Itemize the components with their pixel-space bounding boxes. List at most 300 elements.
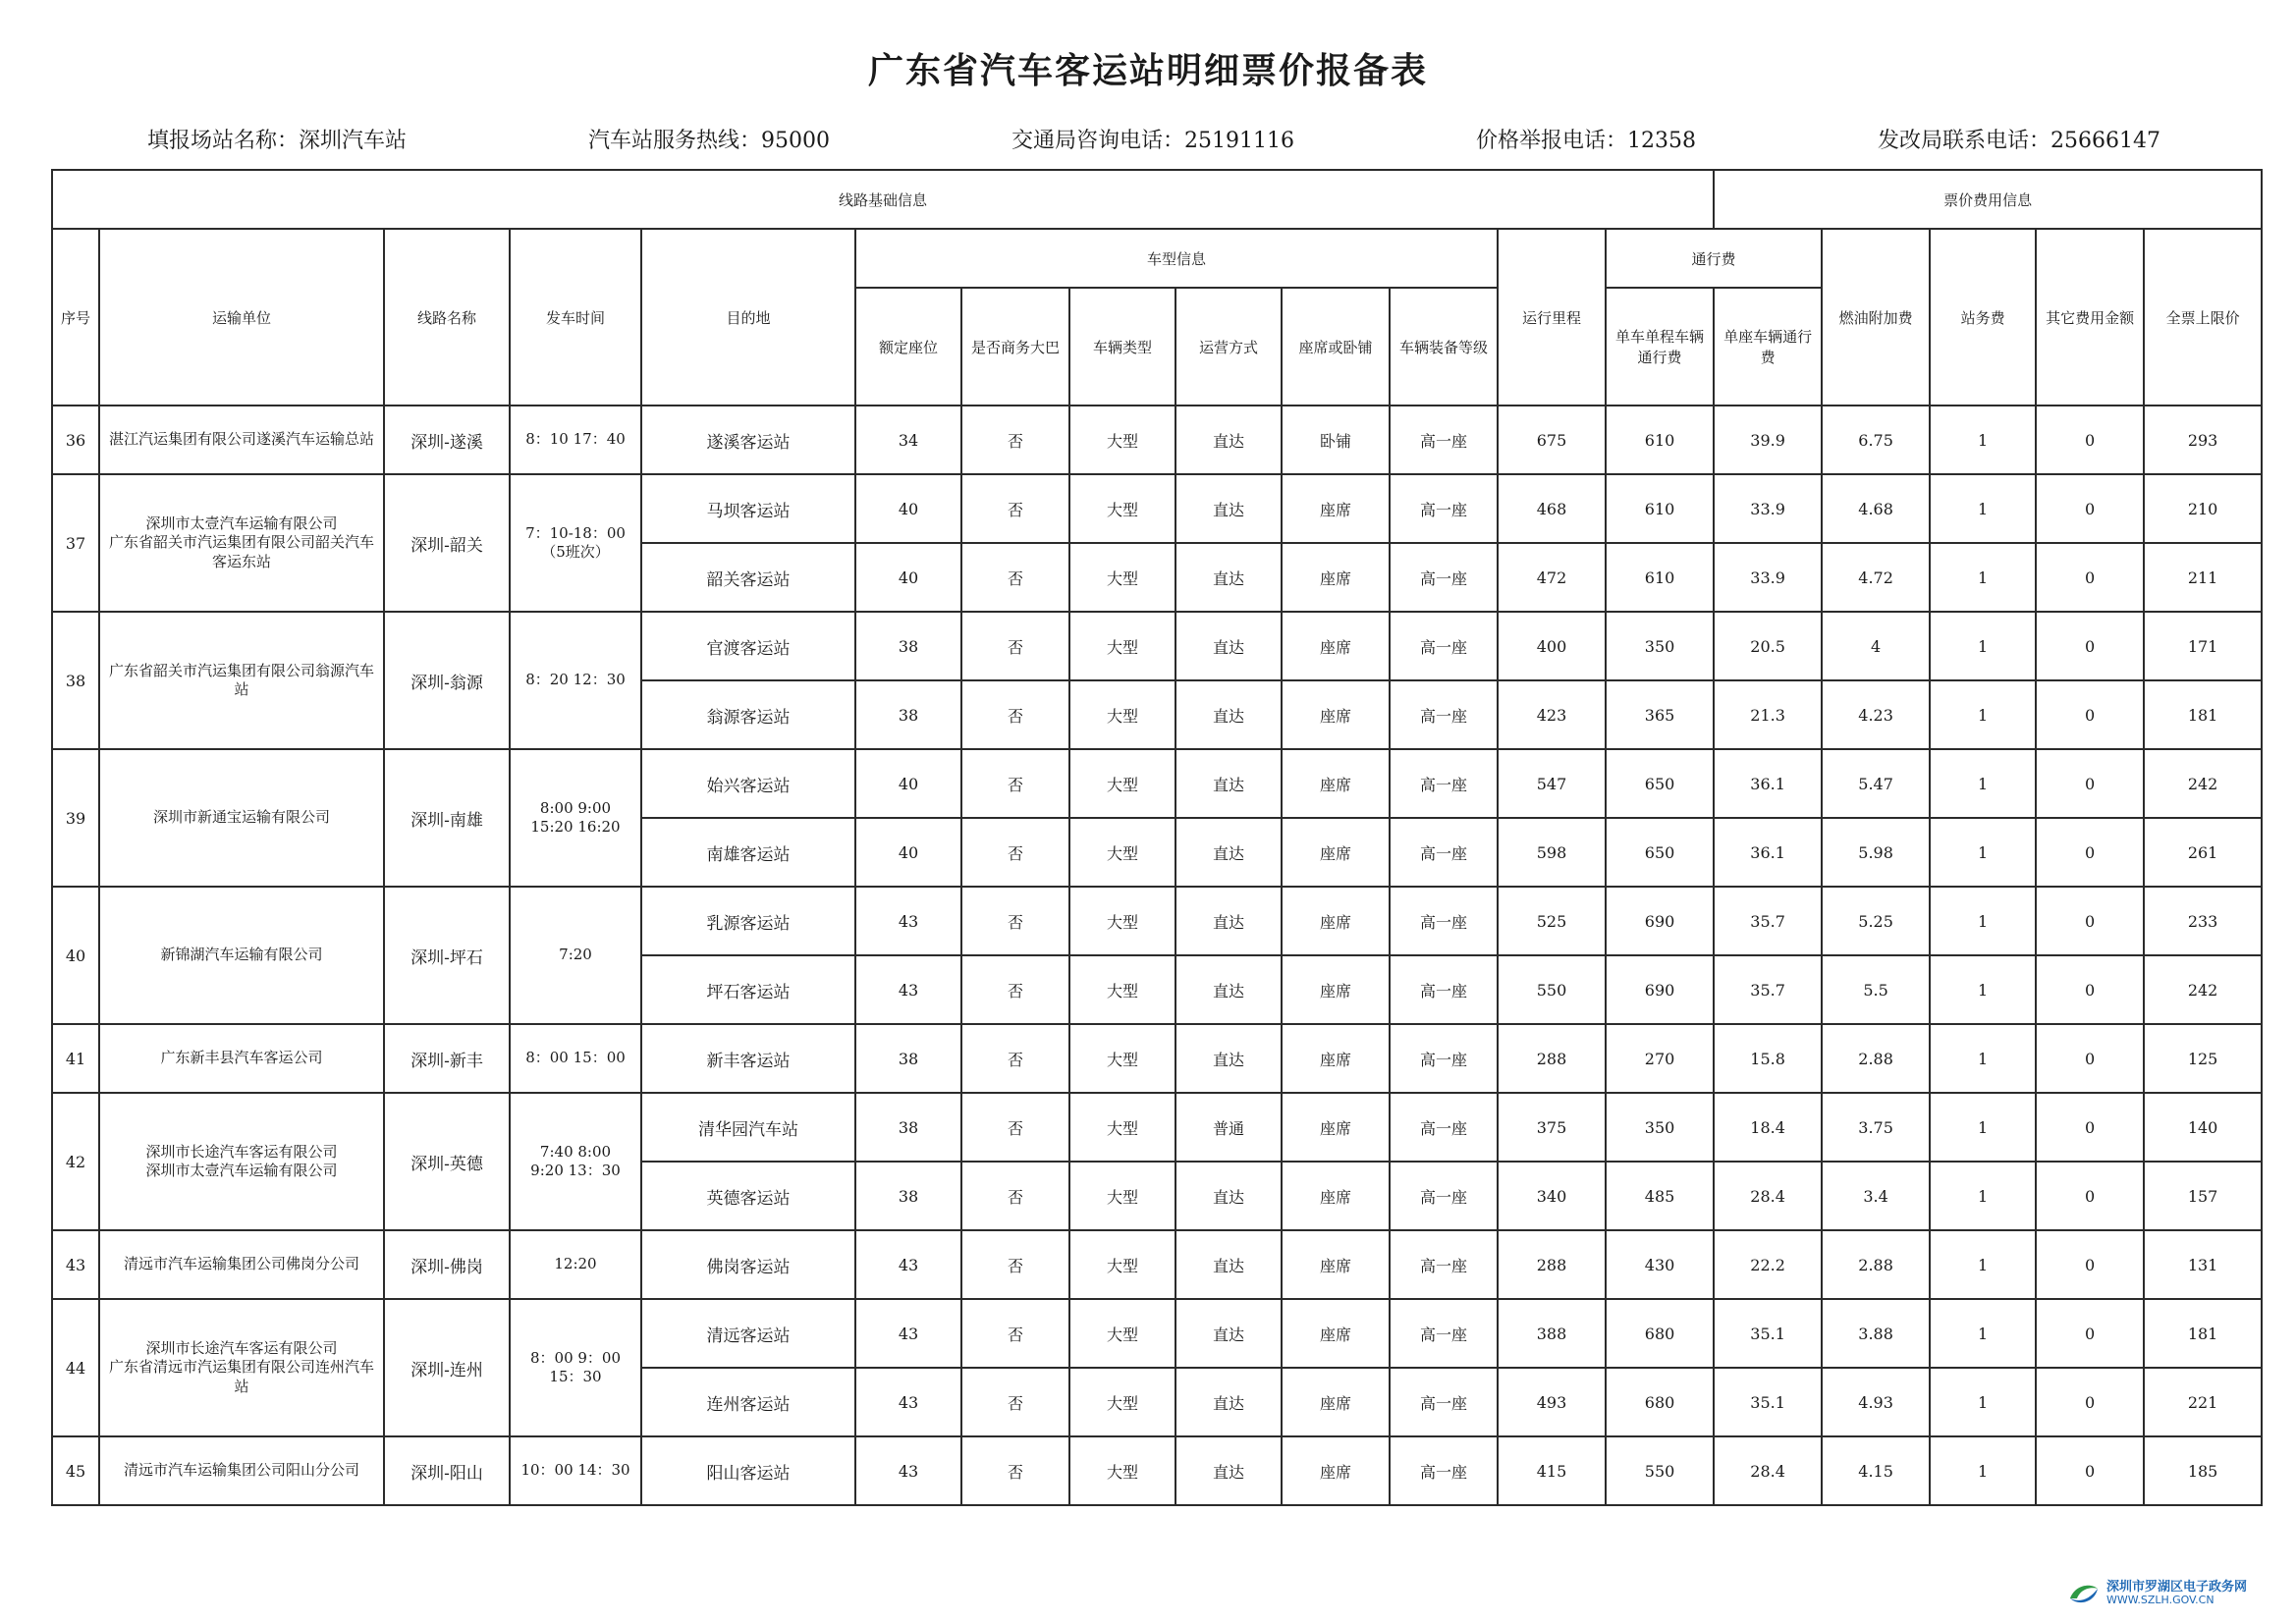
- fuel-cell: 4.72: [1822, 543, 1930, 612]
- col-vtype: 车辆类型: [1069, 288, 1175, 406]
- mileage-cell: 415: [1498, 1436, 1606, 1505]
- seats-cell: 38: [855, 1024, 961, 1093]
- toll-vehicle-cell: 365: [1606, 680, 1714, 749]
- vtype-cell: 大型: [1069, 818, 1175, 887]
- seat-type-cell: 座席: [1282, 612, 1390, 680]
- max-price-cell: 210: [2144, 474, 2262, 543]
- seq-cell: 38: [52, 612, 99, 749]
- depart-time-cell: 7:20: [510, 887, 641, 1024]
- max-price-cell: 242: [2144, 955, 2262, 1024]
- unit-cell: 深圳市新通宝运输有限公司: [99, 749, 384, 887]
- seats-cell: 43: [855, 955, 961, 1024]
- mileage-cell: 675: [1498, 406, 1606, 474]
- mileage-cell: 340: [1498, 1162, 1606, 1230]
- other-cell: 0: [2036, 474, 2144, 543]
- seats-cell: 43: [855, 1368, 961, 1436]
- vtype-cell: 大型: [1069, 1230, 1175, 1299]
- toll-vehicle-cell: 650: [1606, 818, 1714, 887]
- grade-cell: 高一座: [1390, 887, 1498, 955]
- dest-cell: 遂溪客运站: [641, 406, 855, 474]
- seq-cell: 44: [52, 1299, 99, 1436]
- seq-cell: 40: [52, 887, 99, 1024]
- business-cell: 否: [961, 749, 1069, 818]
- vtype-cell: 大型: [1069, 1024, 1175, 1093]
- toll-seat-cell: 28.4: [1714, 1436, 1822, 1505]
- seats-cell: 40: [855, 543, 961, 612]
- station-fee-cell: 1: [1930, 1230, 2036, 1299]
- toll-vehicle-cell: 350: [1606, 1093, 1714, 1162]
- seats-cell: 40: [855, 749, 961, 818]
- depart-time-cell: 8：00 9：00 15：30: [510, 1299, 641, 1436]
- toll-seat-cell: 28.4: [1714, 1162, 1822, 1230]
- max-price-cell: 261: [2144, 818, 2262, 887]
- seat-type-cell: 座席: [1282, 543, 1390, 612]
- other-cell: 0: [2036, 1368, 2144, 1436]
- fare-table: [51, 169, 2263, 1506]
- vtype-cell: 大型: [1069, 1436, 1175, 1505]
- seat-type-cell: 座席: [1282, 749, 1390, 818]
- depart-time-cell: 8：10 17：40: [510, 406, 641, 474]
- max-price-cell: 185: [2144, 1436, 2262, 1505]
- grade-cell: 高一座: [1390, 1093, 1498, 1162]
- table-row: [52, 406, 2262, 474]
- vtype-cell: 大型: [1069, 1093, 1175, 1162]
- fuel-cell: 5.98: [1822, 818, 1930, 887]
- toll-seat-cell: 15.8: [1714, 1024, 1822, 1093]
- business-cell: 否: [961, 680, 1069, 749]
- seat-type-cell: 座席: [1282, 1093, 1390, 1162]
- business-cell: 否: [961, 1093, 1069, 1162]
- table-row: [52, 1230, 2262, 1299]
- fuel-cell: 4: [1822, 612, 1930, 680]
- col-toll-seat: 单座车辆通行费: [1714, 288, 1822, 406]
- table-body: [52, 406, 2262, 1505]
- toll-seat-cell: 35.1: [1714, 1299, 1822, 1368]
- fuel-cell: 2.88: [1822, 1230, 1930, 1299]
- max-price-cell: 211: [2144, 543, 2262, 612]
- route-cell: 深圳-新丰: [384, 1024, 510, 1093]
- mode-cell: 直达: [1175, 1436, 1282, 1505]
- grade-cell: 高一座: [1390, 1162, 1498, 1230]
- business-cell: 否: [961, 1299, 1069, 1368]
- mileage-cell: 493: [1498, 1368, 1606, 1436]
- fuel-cell: 6.75: [1822, 406, 1930, 474]
- toll-vehicle-cell: 650: [1606, 749, 1714, 818]
- table-row: [52, 612, 2262, 680]
- vtype-cell: 大型: [1069, 887, 1175, 955]
- other-cell: 0: [2036, 1436, 2144, 1505]
- price-report-phone: 价格举报电话：12358: [1476, 129, 1696, 153]
- col-seq: 序号: [52, 229, 99, 406]
- toll-vehicle-cell: 485: [1606, 1162, 1714, 1230]
- fuel-cell: 5.47: [1822, 749, 1930, 818]
- vtype-cell: 大型: [1069, 1162, 1175, 1230]
- max-price-cell: 140: [2144, 1093, 2262, 1162]
- unit-cell: 深圳市长途汽车客运有限公司 广东省清远市汽运集团有限公司连州汽车站: [99, 1299, 384, 1436]
- mileage-cell: 550: [1498, 955, 1606, 1024]
- col-mode: 运营方式: [1175, 288, 1282, 406]
- col-other-fee: 其它费用金额: [2036, 229, 2144, 406]
- max-price-cell: 181: [2144, 680, 2262, 749]
- station-fee-cell: 1: [1930, 1024, 2036, 1093]
- toll-seat-cell: 36.1: [1714, 749, 1822, 818]
- mode-cell: 直达: [1175, 474, 1282, 543]
- toll-vehicle-cell: 610: [1606, 543, 1714, 612]
- seq-cell: 42: [52, 1093, 99, 1230]
- business-cell: 否: [961, 474, 1069, 543]
- vtype-cell: 大型: [1069, 955, 1175, 1024]
- station-fee-cell: 1: [1930, 612, 2036, 680]
- grade-cell: 高一座: [1390, 818, 1498, 887]
- col-station-fee: 站务费: [1930, 229, 2036, 406]
- station-fee-cell: 1: [1930, 818, 2036, 887]
- business-cell: 否: [961, 1436, 1069, 1505]
- toll-seat-cell: 35.1: [1714, 1368, 1822, 1436]
- station-fee-cell: 1: [1930, 474, 2036, 543]
- grade-cell: 高一座: [1390, 612, 1498, 680]
- station-fee-cell: 1: [1930, 955, 2036, 1024]
- mode-cell: 普通: [1175, 1093, 1282, 1162]
- grade-cell: 高一座: [1390, 1024, 1498, 1093]
- seats-cell: 38: [855, 680, 961, 749]
- col-route: 线路名称: [384, 229, 510, 406]
- seats-cell: 43: [855, 1299, 961, 1368]
- unit-cell: 清远市汽车运输集团公司阳山分公司: [99, 1436, 384, 1505]
- info-line: [147, 124, 2160, 154]
- seq-cell: 41: [52, 1024, 99, 1093]
- other-cell: 0: [2036, 680, 2144, 749]
- max-price-cell: 131: [2144, 1230, 2262, 1299]
- transport-phone: 交通局咨询电话：25191116: [1011, 129, 1294, 153]
- fuel-cell: 4.93: [1822, 1368, 1930, 1436]
- seat-type-cell: 座席: [1282, 1024, 1390, 1093]
- mode-cell: 直达: [1175, 406, 1282, 474]
- seats-cell: 40: [855, 818, 961, 887]
- toll-seat-cell: 33.9: [1714, 543, 1822, 612]
- dest-cell: 清远客运站: [641, 1299, 855, 1368]
- dest-cell: 连州客运站: [641, 1368, 855, 1436]
- page-title: 广东省汽车客运站明细票价报备表: [867, 51, 1428, 91]
- toll-header: 通行费: [1606, 229, 1822, 288]
- toll-vehicle-cell: 690: [1606, 955, 1714, 1024]
- toll-seat-cell: 36.1: [1714, 818, 1822, 887]
- seq-cell: 37: [52, 474, 99, 612]
- other-cell: 0: [2036, 1162, 2144, 1230]
- seq-cell: 45: [52, 1436, 99, 1505]
- max-price-cell: 171: [2144, 612, 2262, 680]
- fuel-cell: 3.88: [1822, 1299, 1930, 1368]
- dest-cell: 马坝客运站: [641, 474, 855, 543]
- seat-type-cell: 座席: [1282, 1230, 1390, 1299]
- seat-type-cell: 座席: [1282, 1299, 1390, 1368]
- mode-cell: 直达: [1175, 818, 1282, 887]
- dest-cell: 官渡客运站: [641, 612, 855, 680]
- grade-cell: 高一座: [1390, 749, 1498, 818]
- depart-time-cell: 8:00 9:00 15:20 16:20: [510, 749, 641, 887]
- grade-cell: 高一座: [1390, 1230, 1498, 1299]
- logo-name: 深圳市罗湖区电子政务网: [2105, 1579, 2247, 1595]
- toll-seat-cell: 35.7: [1714, 955, 1822, 1024]
- seats-cell: 38: [855, 1162, 961, 1230]
- route-cell: 深圳-佛岗: [384, 1230, 510, 1299]
- business-cell: 否: [961, 1024, 1069, 1093]
- other-cell: 0: [2036, 543, 2144, 612]
- depart-time-cell: 7:40 8:00 9:20 13：30: [510, 1093, 641, 1230]
- mileage-cell: 288: [1498, 1024, 1606, 1093]
- mode-cell: 直达: [1175, 955, 1282, 1024]
- fuel-cell: 2.88: [1822, 1024, 1930, 1093]
- col-seat-type: 座席或卧铺: [1282, 288, 1390, 406]
- fuel-cell: 5.5: [1822, 955, 1930, 1024]
- seat-type-cell: 座席: [1282, 1436, 1390, 1505]
- mileage-cell: 525: [1498, 887, 1606, 955]
- seats-cell: 43: [855, 887, 961, 955]
- seat-type-cell: 座席: [1282, 887, 1390, 955]
- station-fee-cell: 1: [1930, 1436, 2036, 1505]
- mileage-cell: 288: [1498, 1230, 1606, 1299]
- business-cell: 否: [961, 406, 1069, 474]
- station-name: 填报场站名称：深圳汽车站: [147, 129, 408, 153]
- station-fee-cell: 1: [1930, 749, 2036, 818]
- col-business: 是否商务大巴: [961, 288, 1069, 406]
- mode-cell: 直达: [1175, 612, 1282, 680]
- max-price-cell: 125: [2144, 1024, 2262, 1093]
- depart-time-cell: 8：00 15：00: [510, 1024, 641, 1093]
- vtype-cell: 大型: [1069, 1299, 1175, 1368]
- other-cell: 0: [2036, 1230, 2144, 1299]
- col-toll-vehicle: 单车单程车辆通行费: [1606, 288, 1714, 406]
- mode-cell: 直达: [1175, 1162, 1282, 1230]
- other-cell: 0: [2036, 887, 2144, 955]
- seat-type-cell: 座席: [1282, 955, 1390, 1024]
- fuel-cell: 4.68: [1822, 474, 1930, 543]
- station-fee-cell: 1: [1930, 1093, 2036, 1162]
- dest-cell: 新丰客运站: [641, 1024, 855, 1093]
- dest-cell: 清华园汽车站: [641, 1093, 855, 1162]
- seq-cell: 39: [52, 749, 99, 887]
- vehicle-info-header: 车型信息: [855, 229, 1498, 288]
- business-cell: 否: [961, 543, 1069, 612]
- max-price-cell: 157: [2144, 1162, 2262, 1230]
- mileage-cell: 598: [1498, 818, 1606, 887]
- route-cell: 深圳-英德: [384, 1093, 510, 1230]
- seats-cell: 38: [855, 1093, 961, 1162]
- max-price-cell: 221: [2144, 1368, 2262, 1436]
- unit-cell: 广东新丰县汽车客运公司: [99, 1024, 384, 1093]
- fuel-cell: 3.4: [1822, 1162, 1930, 1230]
- other-cell: 0: [2036, 1024, 2144, 1093]
- table-row: [52, 1299, 2262, 1368]
- station-fee-cell: 1: [1930, 543, 2036, 612]
- grade-cell: 高一座: [1390, 1436, 1498, 1505]
- toll-seat-cell: 21.3: [1714, 680, 1822, 749]
- seat-type-cell: 座席: [1282, 680, 1390, 749]
- depart-time-cell: 12:20: [510, 1230, 641, 1299]
- mileage-cell: 400: [1498, 612, 1606, 680]
- grade-cell: 高一座: [1390, 1299, 1498, 1368]
- max-price-cell: 233: [2144, 887, 2262, 955]
- table-row: [52, 749, 2262, 818]
- route-cell: 深圳-遂溪: [384, 406, 510, 474]
- station-fee-cell: 1: [1930, 406, 2036, 474]
- mode-cell: 直达: [1175, 543, 1282, 612]
- unit-cell: 广东省韶关市汽运集团有限公司翁源汽车站: [99, 612, 384, 749]
- dest-cell: 翁源客运站: [641, 680, 855, 749]
- other-cell: 0: [2036, 406, 2144, 474]
- toll-vehicle-cell: 690: [1606, 887, 1714, 955]
- vtype-cell: 大型: [1069, 680, 1175, 749]
- route-cell: 深圳-翁源: [384, 612, 510, 749]
- mode-cell: 直达: [1175, 749, 1282, 818]
- route-cell: 深圳-南雄: [384, 749, 510, 887]
- swirl-logo-icon: [2067, 1579, 2101, 1608]
- col-seats: 额定座位: [855, 288, 961, 406]
- business-cell: 否: [961, 1368, 1069, 1436]
- grade-cell: 高一座: [1390, 543, 1498, 612]
- seats-cell: 40: [855, 474, 961, 543]
- fuel-cell: 3.75: [1822, 1093, 1930, 1162]
- fare-info-header: 票价费用信息: [1714, 170, 2262, 229]
- dest-cell: 乳源客运站: [641, 887, 855, 955]
- mode-cell: 直达: [1175, 1368, 1282, 1436]
- station-fee-cell: 1: [1930, 1162, 2036, 1230]
- col-grade: 车辆装备等级: [1390, 288, 1498, 406]
- unit-cell: 新锦湖汽车运输有限公司: [99, 887, 384, 1024]
- table-row: [52, 474, 2262, 543]
- business-cell: 否: [961, 818, 1069, 887]
- seat-type-cell: 座席: [1282, 818, 1390, 887]
- col-unit: 运输单位: [99, 229, 384, 406]
- dest-cell: 佛岗客运站: [641, 1230, 855, 1299]
- toll-vehicle-cell: 610: [1606, 406, 1714, 474]
- fuel-cell: 4.23: [1822, 680, 1930, 749]
- station-fee-cell: 1: [1930, 1299, 2036, 1368]
- toll-seat-cell: 22.2: [1714, 1230, 1822, 1299]
- mode-cell: 直达: [1175, 680, 1282, 749]
- max-price-cell: 242: [2144, 749, 2262, 818]
- logo-url: WWW.SZLH.GOV.CN: [2105, 1594, 2214, 1607]
- seats-cell: 43: [855, 1230, 961, 1299]
- other-cell: 0: [2036, 749, 2144, 818]
- grade-cell: 高一座: [1390, 955, 1498, 1024]
- mileage-cell: 547: [1498, 749, 1606, 818]
- seats-cell: 34: [855, 406, 961, 474]
- toll-vehicle-cell: 680: [1606, 1368, 1714, 1436]
- seat-type-cell: 座席: [1282, 474, 1390, 543]
- other-cell: 0: [2036, 955, 2144, 1024]
- toll-seat-cell: 33.9: [1714, 474, 1822, 543]
- vtype-cell: 大型: [1069, 612, 1175, 680]
- station-fee-cell: 1: [1930, 887, 2036, 955]
- toll-seat-cell: 35.7: [1714, 887, 1822, 955]
- toll-vehicle-cell: 610: [1606, 474, 1714, 543]
- route-cell: 深圳-韶关: [384, 474, 510, 612]
- dest-cell: 韶关客运站: [641, 543, 855, 612]
- mileage-cell: 468: [1498, 474, 1606, 543]
- fuel-cell: 5.25: [1822, 887, 1930, 955]
- fuel-cell: 4.15: [1822, 1436, 1930, 1505]
- business-cell: 否: [961, 612, 1069, 680]
- depart-time-cell: 7：10-18：00 （5班次）: [510, 474, 641, 612]
- dest-cell: 英德客运站: [641, 1162, 855, 1230]
- route-cell: 深圳-坪石: [384, 887, 510, 1024]
- other-cell: 0: [2036, 1299, 2144, 1368]
- mileage-cell: 472: [1498, 543, 1606, 612]
- toll-seat-cell: 20.5: [1714, 612, 1822, 680]
- site-logo: [2067, 1579, 2247, 1608]
- other-cell: 0: [2036, 818, 2144, 887]
- table-row: [52, 887, 2262, 955]
- dest-cell: 阳山客运站: [641, 1436, 855, 1505]
- service-hotline: 汽车站服务热线：95000: [588, 129, 831, 153]
- max-price-cell: 181: [2144, 1299, 2262, 1368]
- table-row: [52, 1093, 2262, 1162]
- other-cell: 0: [2036, 1093, 2144, 1162]
- route-info-header: 线路基础信息: [52, 170, 1714, 229]
- col-depart: 发车时间: [510, 229, 641, 406]
- toll-seat-cell: 18.4: [1714, 1093, 1822, 1162]
- grade-cell: 高一座: [1390, 474, 1498, 543]
- route-cell: 深圳-阳山: [384, 1436, 510, 1505]
- mileage-cell: 423: [1498, 680, 1606, 749]
- toll-vehicle-cell: 680: [1606, 1299, 1714, 1368]
- toll-vehicle-cell: 430: [1606, 1230, 1714, 1299]
- other-cell: 0: [2036, 612, 2144, 680]
- seq-cell: 43: [52, 1230, 99, 1299]
- dest-cell: 始兴客运站: [641, 749, 855, 818]
- toll-vehicle-cell: 350: [1606, 612, 1714, 680]
- mode-cell: 直达: [1175, 887, 1282, 955]
- grade-cell: 高一座: [1390, 406, 1498, 474]
- seats-cell: 38: [855, 612, 961, 680]
- grade-cell: 高一座: [1390, 680, 1498, 749]
- vtype-cell: 大型: [1069, 474, 1175, 543]
- business-cell: 否: [961, 955, 1069, 1024]
- mileage-cell: 388: [1498, 1299, 1606, 1368]
- station-fee-cell: 1: [1930, 1368, 2036, 1436]
- table-row: [52, 1436, 2262, 1505]
- business-cell: 否: [961, 1230, 1069, 1299]
- vtype-cell: 大型: [1069, 749, 1175, 818]
- mode-cell: 直达: [1175, 1024, 1282, 1093]
- seat-type-cell: 座席: [1282, 1162, 1390, 1230]
- max-price-cell: 293: [2144, 406, 2262, 474]
- station-fee-cell: 1: [1930, 680, 2036, 749]
- toll-vehicle-cell: 270: [1606, 1024, 1714, 1093]
- mode-cell: 直达: [1175, 1230, 1282, 1299]
- unit-cell: 湛江汽运集团有限公司遂溪汽车运输总站: [99, 406, 384, 474]
- seat-type-cell: 座席: [1282, 1368, 1390, 1436]
- vtype-cell: 大型: [1069, 406, 1175, 474]
- ndrc-phone: 发改局联系电话：25666147: [1878, 129, 2160, 153]
- unit-cell: 清远市汽车运输集团公司佛岗分公司: [99, 1230, 384, 1299]
- toll-seat-cell: 39.9: [1714, 406, 1822, 474]
- business-cell: 否: [961, 1162, 1069, 1230]
- depart-time-cell: 8：20 12：30: [510, 612, 641, 749]
- mode-cell: 直达: [1175, 1299, 1282, 1368]
- col-max-price: 全票上限价: [2144, 229, 2262, 406]
- vtype-cell: 大型: [1069, 543, 1175, 612]
- seq-cell: 36: [52, 406, 99, 474]
- grade-cell: 高一座: [1390, 1368, 1498, 1436]
- seat-type-cell: 卧铺: [1282, 406, 1390, 474]
- col-fuel: 燃油附加费: [1822, 229, 1930, 406]
- table-row: [52, 1024, 2262, 1093]
- business-cell: 否: [961, 887, 1069, 955]
- col-dest: 目的地: [641, 229, 855, 406]
- dest-cell: 南雄客运站: [641, 818, 855, 887]
- depart-time-cell: 10：00 14：30: [510, 1436, 641, 1505]
